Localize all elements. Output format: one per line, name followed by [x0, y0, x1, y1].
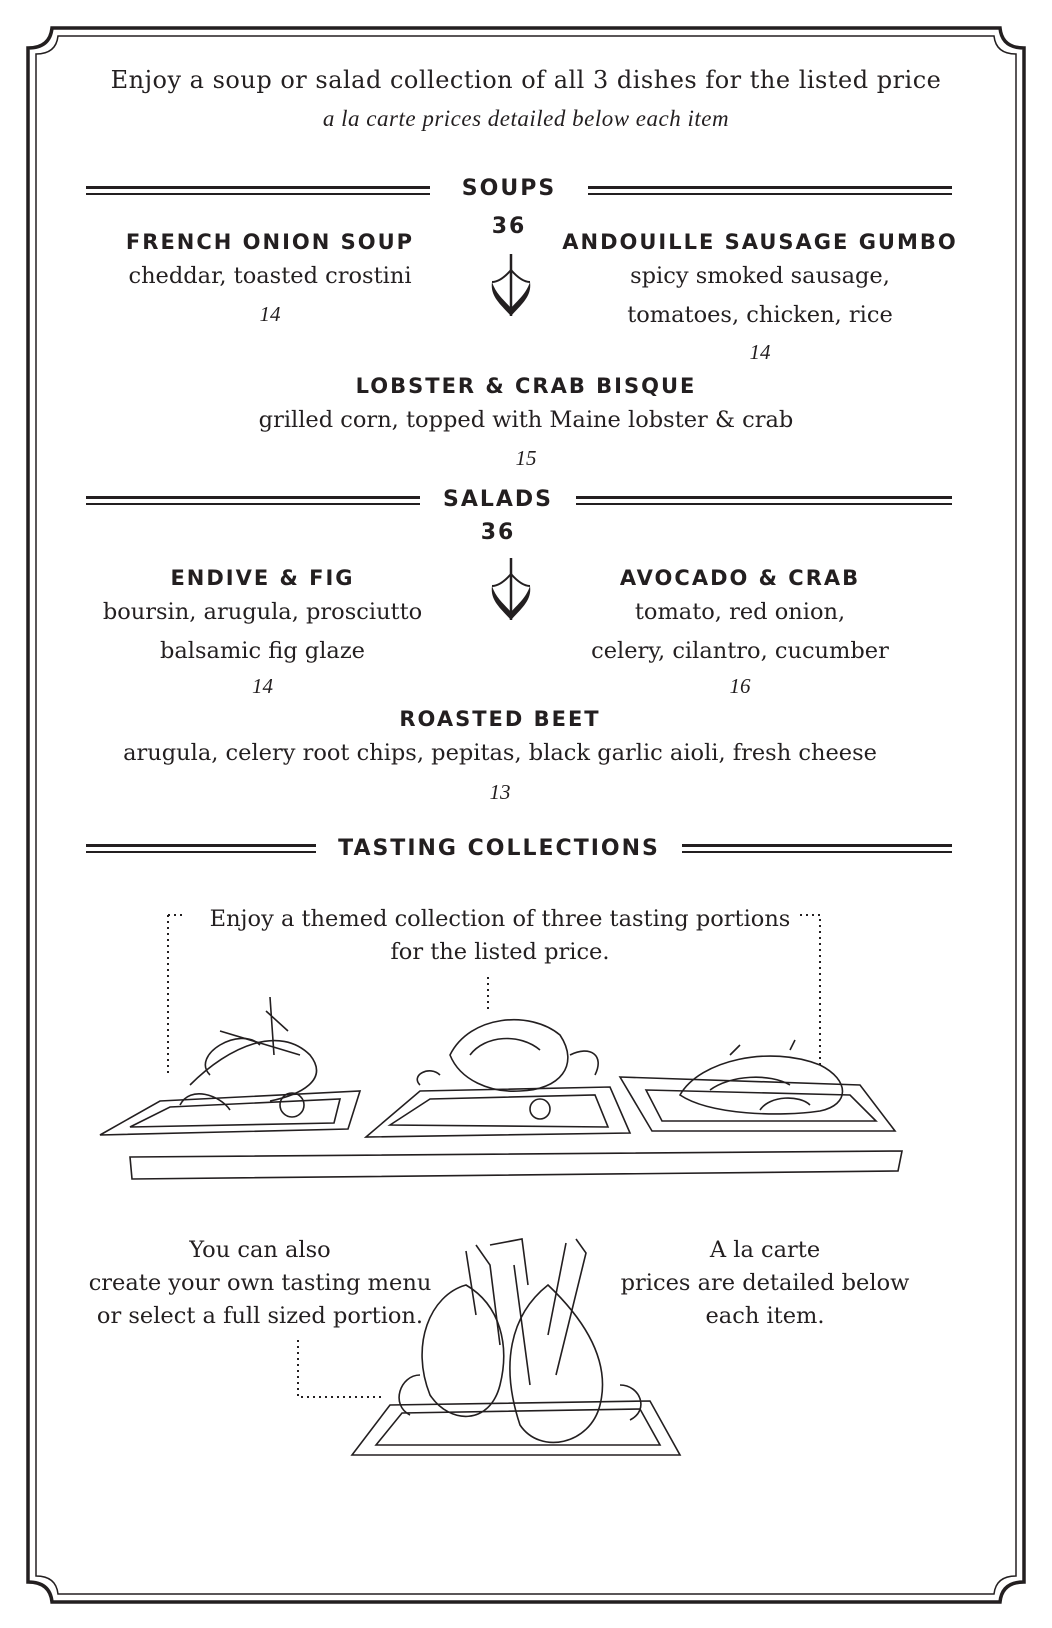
section-rule: [86, 844, 316, 847]
dish-price: 14: [252, 674, 273, 698]
salads-heading: SALADS: [442, 487, 554, 512]
intro-subline: a la carte prices detailed below each item: [322, 106, 730, 131]
section-rule: [588, 186, 952, 189]
flourish-icon: [486, 252, 536, 322]
tasting-note-left: or select a full sized portion.: [96, 1303, 424, 1329]
section-rule: [682, 844, 952, 847]
dish-price: 16: [729, 674, 751, 698]
dish-description: boursin, arugula, prosciutto: [102, 599, 423, 625]
dish-price: 14: [749, 340, 771, 364]
dish-description: spicy smoked sausage,: [630, 263, 890, 289]
section-rule: [588, 193, 952, 195]
section-rule: [86, 496, 420, 499]
tasting-note-right: A la carte: [709, 1237, 821, 1263]
section-rule: [576, 503, 952, 505]
soups-collection-price: 36: [491, 214, 527, 239]
section-rule: [86, 186, 430, 189]
dish-price: 13: [489, 780, 511, 804]
dish-price: 15: [515, 446, 537, 470]
dish-description: grilled corn, topped with Maine lobster & crab: [258, 407, 794, 433]
dish-name: AVOCADO & CRAB: [619, 566, 861, 590]
lamb-chops-illustration: [290, 1225, 690, 1485]
dish-name: LOBSTER & CRAB BISQUE: [355, 374, 697, 398]
dish-price: 14: [259, 302, 281, 326]
dish-description: cheddar, toasted crostini: [128, 263, 412, 289]
tasting-note-left: You can also: [189, 1237, 331, 1263]
dish-name: ROASTED BEET: [399, 707, 601, 731]
dish-description: tomatoes, chicken, rice: [627, 302, 893, 328]
dish-description: arugula, celery root chips, pepitas, black garlic aioli, fresh cheese: [123, 740, 877, 766]
dish-description: tomato, red onion,: [634, 599, 846, 625]
salads-collection-price: 36: [480, 520, 516, 545]
dish-name: FRENCH ONION SOUP: [125, 230, 415, 254]
tasting-note-right: prices are detailed below: [620, 1270, 910, 1296]
tasting-heading: TASTING COLLECTIONS: [338, 836, 660, 861]
section-rule: [86, 851, 316, 853]
dish-description: balsamic fig glaze: [159, 638, 365, 664]
dish-name: ANDOUILLE SAUSAGE GUMBO: [562, 230, 958, 254]
soups-heading: SOUPS: [461, 176, 557, 201]
dish-name: ENDIVE & FIG: [170, 566, 355, 590]
tasting-note-right: each item.: [705, 1303, 825, 1329]
tasting-note: Enjoy a themed collection of three tasting portions: [209, 906, 791, 932]
tasting-note: for the listed price.: [390, 939, 610, 965]
dish-description: celery, cilantro, cucumber: [591, 638, 889, 664]
section-rule: [86, 193, 430, 195]
section-rule: [576, 496, 952, 499]
tasting-note-left: create your own tasting menu: [88, 1270, 432, 1296]
flourish-icon: [486, 556, 536, 626]
section-rule: [682, 851, 952, 853]
intro-line: Enjoy a soup or salad collection of all 3 dishes for the listed price: [110, 66, 942, 94]
tasting-board-illustration: [90, 905, 920, 1190]
section-rule: [86, 503, 420, 505]
